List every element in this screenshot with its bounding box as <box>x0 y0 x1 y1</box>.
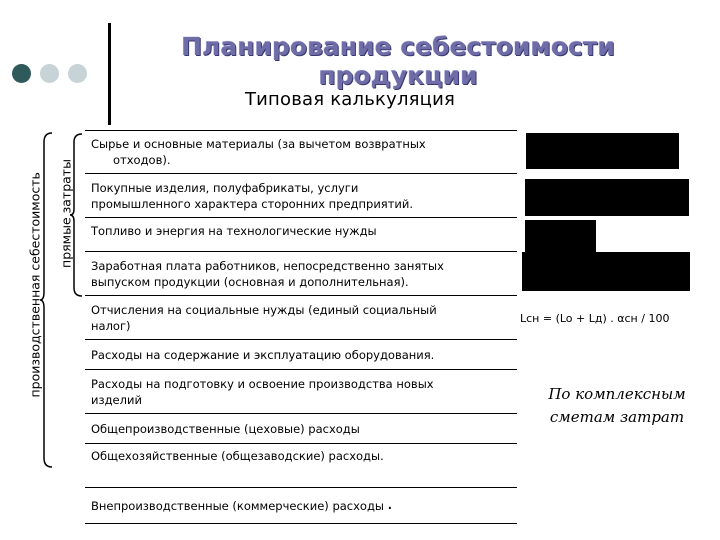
cost-row-equipment <box>85 339 517 369</box>
direct-costs-brace <box>70 133 84 298</box>
decor-dot-1 <box>12 64 31 83</box>
cost-row-preparation <box>85 369 517 413</box>
decor-dot-2 <box>40 64 59 83</box>
production-cost-brace <box>40 132 54 468</box>
complex-estimates-note <box>538 383 696 429</box>
row-line-1: Расходы на подготовку и освоение производства новых <box>91 376 434 391</box>
row-line-1: Покупные изделия, полуфабрикаты, услуги <box>91 180 359 195</box>
row-line-1: Расходы на содержание и эксплуатацию оборудования. <box>91 347 435 362</box>
cost-items-table <box>85 130 517 524</box>
cost-row-workshop <box>85 413 517 443</box>
page-subtitle: Типовая калькуляция <box>244 89 456 110</box>
row-line-1: Общепроизводственные (цеховые) расходы <box>91 421 360 436</box>
redacted-formula-wages <box>522 252 690 291</box>
row-line-2: выпуском продукции (основная и дополнительная). <box>91 274 409 289</box>
row-line-1: Внепроизводственные (коммерческие) расходы <box>91 498 384 513</box>
label-direct-costs: прямые затраты <box>58 159 74 268</box>
cost-row-commercial <box>85 487 517 523</box>
redacted-formula-materials <box>526 133 679 169</box>
label-production-cost: производственная себестоимость <box>27 172 43 398</box>
cost-row-materials <box>85 131 517 173</box>
decor-dot-3 <box>68 64 87 83</box>
complex-line-2: сметам затрат <box>549 408 685 426</box>
row-line-2: изделий <box>91 392 142 407</box>
row-line-1: Общехозяйственные (общезаводские) расходы. <box>91 449 384 463</box>
cost-row-fuel <box>85 217 517 251</box>
social-tax-formula: Lсн = (Lo + Lд) . αсн / 100 <box>520 312 670 325</box>
row-line-2: промышленного характера сторонних предприятий. <box>91 196 414 211</box>
row-line-2: налог) <box>91 318 131 333</box>
cost-row-social <box>85 295 517 339</box>
title-divider <box>108 23 111 125</box>
redacted-formula-purchased <box>525 179 689 216</box>
row-line-1: Топливо и энергия на технологические нужды <box>91 224 377 238</box>
page-title: Планирование себестоимости продукции <box>181 32 615 90</box>
row-line-1: Заработная плата работников, непосредственно занятых <box>91 258 444 273</box>
row-line-2: отходов). <box>113 153 171 167</box>
row-dot: . <box>386 492 393 514</box>
cost-row-wages <box>85 251 517 295</box>
redacted-formula-fuel <box>525 220 596 255</box>
row-line-1: Отчисления на социальные нужды (единый социальный <box>91 302 437 317</box>
complex-line-1: По комплексным <box>548 385 686 403</box>
cost-row-general <box>85 443 517 487</box>
cost-row-purchased <box>85 173 517 217</box>
row-line-1: Сырье и основные материалы (за вычетом возвратных <box>91 137 426 151</box>
